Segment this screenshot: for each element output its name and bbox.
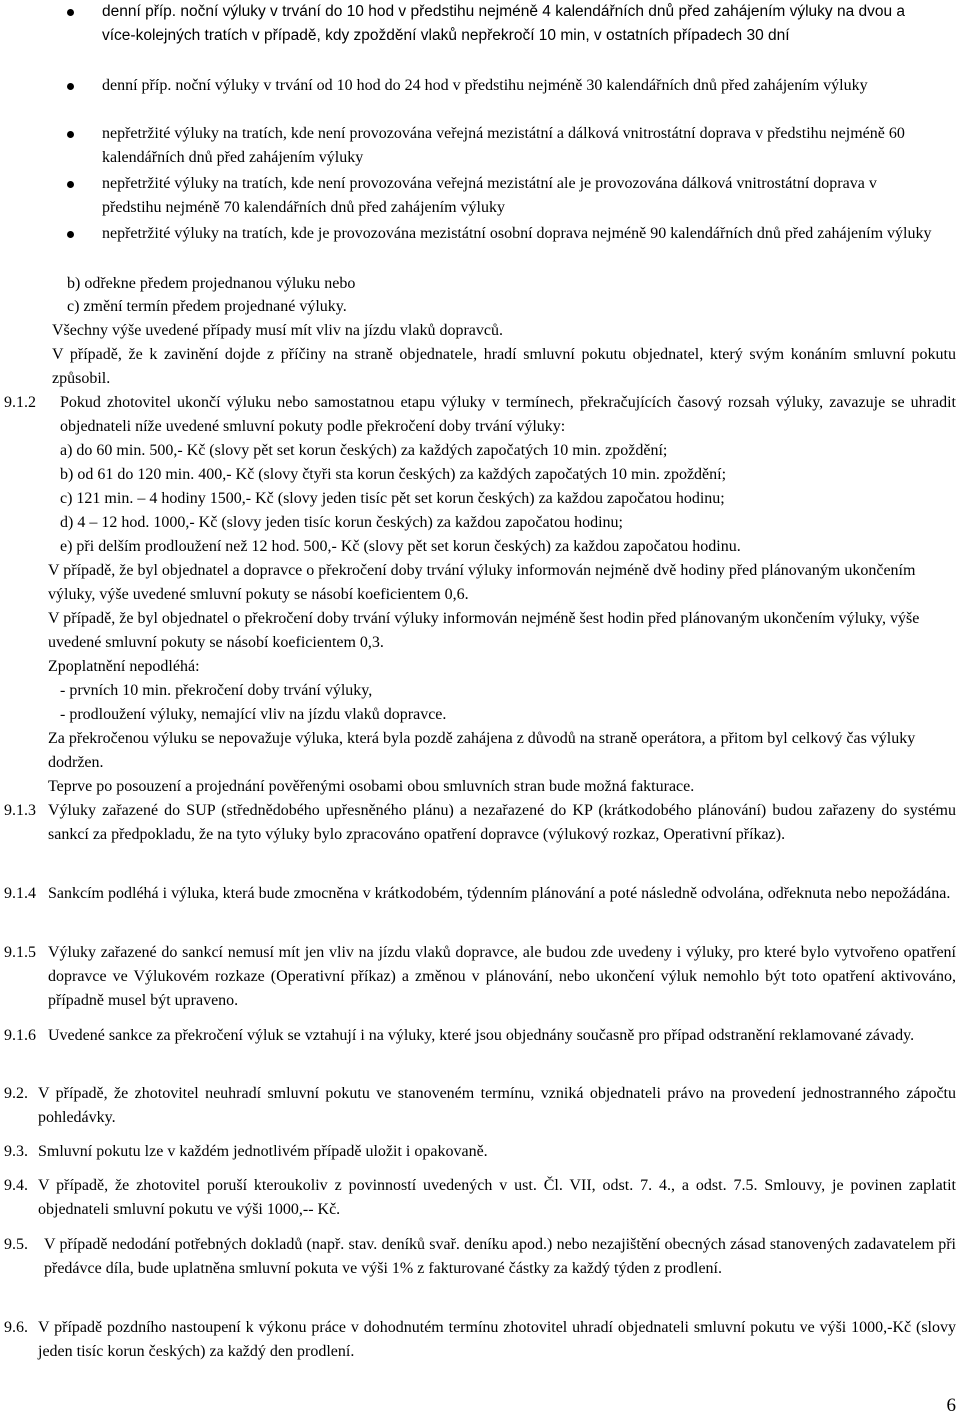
section-number: 9.5. xyxy=(4,1236,28,1253)
bullet-item xyxy=(0,0,960,48)
section-number: 9.1.2 xyxy=(4,394,36,411)
section-text: Smluvní pokutu lze v každém jednotlivém případě uložit i opakovaně. xyxy=(38,1143,488,1160)
section-text: Výluky zařazené do SUP (střednědobého upřesněného plánu) a nezařazené do KP (krátkodobého plánování) budou zařazeny do systému sankcí za předpokladu, že na tyto výluky bylo zpracováno opatření dopravce (výlukový rozkaz, Operativní příkaz). xyxy=(48,802,956,843)
exemption-1: - prvních 10 min. překročení doby trvání výluky, xyxy=(60,682,373,699)
intro-c: c) změní termín předem projednané výluky. xyxy=(67,298,347,315)
late-start-note: Za překročenou výluku se nepovažuje výluka, která byla pozdě zahájena z důvodů na straně operátora, a přitom byl celkový čas výluky dodržen. xyxy=(48,730,916,771)
bullet-icon xyxy=(67,83,74,90)
section-number: 9.1.6 xyxy=(4,1027,36,1044)
penalty-c: c) 121 min. – 4 hodiny 1500,- Kč (slovy jeden tisíc pět set korun českých) za každou započatou hodinu; xyxy=(60,490,725,507)
invoicing-note: Teprve po posouzení a projednání pověřenými osobami obou smluvních stran bude možná fakturace. xyxy=(48,778,695,795)
section-text: Sankcím podléhá i výluka, která bude zmocněna v krátkodobém, týdenním plánování a poté následně odvolána, odřeknuta nebo nepožádána. xyxy=(48,885,951,902)
bullet-text: denní příp. noční výluky v trvání od 10 hod do 24 hod v předstihu nejméně 30 kalendářních dnů před zahájením výluky xyxy=(102,77,868,94)
penalty-d: d) 4 – 12 hod. 1000,- Kč (slovy jeden tisíc korun českých) za každou započatou hodinu; xyxy=(60,514,623,531)
section-text: Uvedené sankce za překročení výluk se vztahují i na výluky, které jsou objednány současně pro případ odstranění reklamované závady. xyxy=(48,1027,915,1044)
intro-client-fault: V případě, že k zavinění dojde z příčiny na straně objednatele, hradí smluvní pokutu objednatel, který svým konáním smluvní pokutu způsobil. xyxy=(52,346,956,387)
exemptions-heading: Zpoplatnění nepodléhá: xyxy=(48,658,200,675)
section-number: 9.1.5 xyxy=(4,944,36,961)
section-text: V případě, že zhotovitel neuhradí smluvní pokutu ve stanoveném termínu, vzniká objednateli právo na provedení jednostranného zápočtu pohledávky. xyxy=(38,1085,956,1126)
section-text: V případě, že zhotovitel poruší kteroukoliv z povinností uvedených v ust. Čl. VII, odst. 7. 4., a odst. 7.5. Smlouvy, je povinen zaplatit objednateli smluvní pokutu ve výši 1000,-- Kč. xyxy=(38,1177,956,1218)
page-number: 6 xyxy=(946,1395,956,1416)
bullet-item xyxy=(0,122,960,170)
section-number: 9.1.3 xyxy=(4,802,36,819)
penalty-e: e) při delším prodloužení než 12 hod. 500,- Kč (slovy pět set korun českých) za každou započatou hodinu. xyxy=(60,538,741,555)
bullet-icon xyxy=(67,181,74,188)
bullet-icon xyxy=(67,231,74,238)
bullet-item xyxy=(0,222,960,246)
section-text: Pokud zhotovitel ukončí výluku nebo samostatnou etapu výluky v termínech, překračujících časový rozsah výluky, zavazuje se uhradit objednateli níže uvedené smluvní pokuty podle překročení doby trvání výluky: xyxy=(60,394,956,435)
section-text: Výluky zařazené do sankcí nemusí mít jen vliv na jízdu vlaků dopravce, ale budou zde uvedeny i výluky, pro které bylo vytvořeno opatření dopravce ve Výlukovém rozkaze (Operativní příkaz) a změnou v plánování, nebo ukončení výluk nemohlo být toto opatření aktivováno, případně musel být upraveno. xyxy=(48,944,956,1009)
bullet-icon xyxy=(67,9,74,16)
section-number: 9.1.4 xyxy=(4,885,36,902)
penalty-b: b) od 61 do 120 min. 400,- Kč (slovy čtyři sta korun českých) za každých započatých 10 min. zpoždění; xyxy=(60,466,727,483)
coefficient-0-3: V případě, že byl objednatel o překročení doby trvání výluky informován nejméně šest hodin před plánovaným ukončením výluky, výše uvedené smluvní pokuty se násobí koeficientem 0,3. xyxy=(48,610,920,651)
bullet-text: nepřetržité výluky na tratích, kde není provozována veřejná mezistátní ale je provozována dálková vnitrostátní doprava v předstihu nejméně 70 kalendářních dnů před zahájením výluky xyxy=(102,175,877,216)
section-number: 9.4. xyxy=(4,1177,28,1194)
bullet-item xyxy=(0,74,960,98)
bullet-text: nepřetržité výluky na tratích, kde není provozována veřejná mezistátní a dálková vnitrostátní doprava v předstihu nejméně 60 kalendářních dnů před zahájením výluky xyxy=(102,125,905,166)
section-number: 9.2. xyxy=(4,1085,28,1102)
bullet-text: nepřetržité výluky na tratích, kde je provozována mezistátní osobní doprava nejméně 90 kalendářních dnů před zahájením výluky xyxy=(102,225,932,242)
bullet-item xyxy=(0,172,960,220)
exemption-2: - prodloužení výluky, nemající vliv na jízdu vlaků dopravce. xyxy=(60,706,447,723)
section-text: V případě nedodání potřebných dokladů (např. stav. deníků svař. deníku apod.) nebo nezajištění obecných zásad stanovených zadavatelem při předávce díla, bude uplatněna smluvní pokuta ve výši 1% z fakturované částky za každý týden z prodlení. xyxy=(44,1236,956,1277)
section-text: V případě pozdního nastoupení k výkonu práce v dohodnutém termínu zhotovitel uhradí objednateli smluvní pokutu ve výši 1000,-Kč (slovy jeden tisíc korun českých) za každý den prodlení. xyxy=(38,1319,956,1360)
section-number: 9.3. xyxy=(4,1143,28,1160)
bullet-text: denní příp. noční výluky v trvání do 10 hod v předstihu nejméně 4 kalendářních dnů před zahájením výluky na dvou a více-kolejných tratích v případě, kdy zpoždění vlaků nepřekročí 10 min, v ostatních případech 30 dní xyxy=(102,3,906,44)
section-number: 9.6. xyxy=(4,1319,28,1336)
coefficient-0-6: V případě, že byl objednatel a dopravce o překročení doby trvání výluky informován nejméně dvě hodiny před plánovaným ukončením výluky, výše uvedené smluvní pokuty se násobí koeficientem 0,6. xyxy=(48,562,916,603)
intro-b: b) odřekne předem projednanou výluku nebo xyxy=(67,275,356,292)
penalty-a: a) do 60 min. 500,- Kč (slovy pět set korun českých) za každých započatých 10 min. zpoždění; xyxy=(60,442,668,459)
bullet-icon xyxy=(67,131,74,138)
intro-all-cases: Všechny výše uvedené případy musí mít vliv na jízdu vlaků dopravců. xyxy=(52,322,504,339)
